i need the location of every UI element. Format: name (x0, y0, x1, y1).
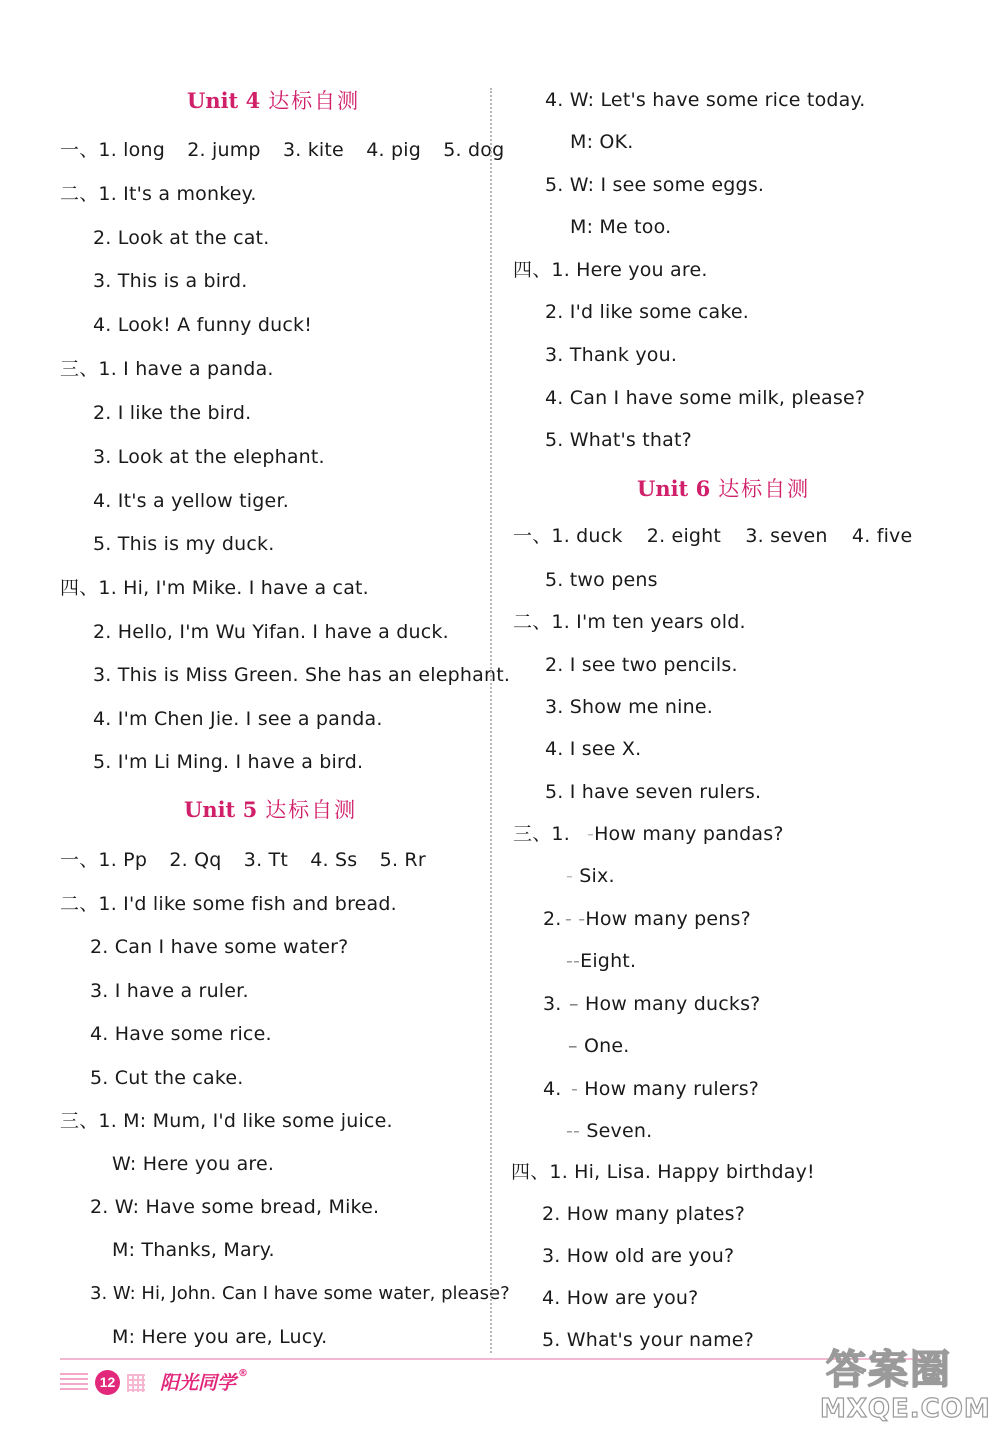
unit5-s2-item: 5. Cut the cake. (90, 1067, 244, 1089)
unit5-s3-item: 2. W: Have some bread, Mike. (90, 1196, 380, 1218)
unit6-s1-answers: 一、1. duck 2. eight 3. seven 4. five (513, 525, 913, 547)
unit4-s3-item: 5. This is my duck. (93, 533, 275, 555)
unit6-s3-question: 3. – How many ducks? (543, 993, 761, 1015)
unit5-s2-item: 2. Can I have some water? (90, 936, 349, 958)
unit6-s2-item: 5. I have seven rulers. (545, 781, 762, 803)
unit4-s4-item: 4. I'm Chen Jie. I see a panda. (93, 708, 383, 730)
column-divider (490, 88, 492, 1353)
unit5-s3-item: 三、1. M: Mum, I'd like some juice. (60, 1110, 393, 1132)
unit6-heading: Unit 6 达标自测 (637, 476, 811, 501)
unit4-s4-item: 3. This is Miss Green. She has an elephant. (93, 664, 511, 686)
unit6-s3-answer: – One. (568, 1035, 630, 1057)
footer-rule (60, 1358, 930, 1360)
unit4-s1-answers: 一、1. long 2. jump 3. kite 4. pig 5. dog (60, 139, 505, 161)
unit5-s2-item: 二、1. I'd like some fish and bread. (60, 893, 397, 915)
unit6-s4-item: 5. What's your name? (542, 1329, 754, 1351)
unit6-s4-item: 2. How many plates? (542, 1203, 746, 1225)
unit5-s3-item: W: Here you are. (112, 1153, 275, 1175)
unit4-s4-item: 四、1. Hi, I'm Mike. I have a cat. (60, 577, 369, 599)
watermark (818, 1338, 993, 1430)
unit6-s4-item: 3. How old are you? (542, 1245, 735, 1267)
unit4-s2-item: 4. Look! A funny duck! (93, 314, 313, 336)
unit6-s4-item: 四、1. Hi, Lisa. Happy birthday! (511, 1161, 815, 1183)
unit5-s3-item: 4. W: Let's have some rice today. (545, 89, 866, 111)
unit6-s2-item: 3. Show me nine. (545, 696, 714, 718)
unit6-s4-item: 4. How are you? (542, 1287, 699, 1309)
unit5-s3-item: M: OK. (570, 131, 634, 153)
stripes-decoration-icon (60, 1373, 88, 1393)
page-number-badge: 12 (95, 1370, 120, 1395)
unit5-s4-item: 5. What's that? (545, 429, 692, 451)
unit5-s2-item: 3. I have a ruler. (90, 980, 249, 1002)
unit5-s3-item: M: Me too. (570, 216, 672, 238)
watermark-bottom-text: MXQE.COM (820, 1394, 991, 1424)
unit5-s2-item: 4. Have some rice. (90, 1023, 272, 1045)
unit4-s3-item: 2. I like the bird. (93, 402, 252, 424)
unit6-s2-item: 2. I see two pencils. (545, 654, 738, 676)
unit4-s3-item: 3. Look at the elephant. (93, 446, 325, 468)
unit5-s4-item: 2. I'd like some cake. (545, 301, 750, 323)
unit5-s3-item: M: Here you are, Lucy. (112, 1326, 328, 1348)
unit4-s3-item: 三、1. I have a panda. (60, 358, 274, 380)
unit6-s3-answer: --Eight. (566, 950, 637, 972)
unit6-s2-item: 4. I see X. (545, 738, 642, 760)
grid-decoration-icon (127, 1374, 145, 1392)
unit4-s4-item: 5. I'm Li Ming. I have a bird. (93, 751, 364, 773)
unit5-s3-item: M: Thanks, Mary. (112, 1239, 275, 1261)
unit4-heading: Unit 4 达标自测 (187, 88, 361, 113)
unit5-s1-answers: 一、1. Pp 2. Qq 3. Tt 4. Ss 5. Rr (60, 849, 426, 871)
unit4-s2-item: 二、1. It's a monkey. (60, 183, 257, 205)
unit4-s2-item: 3. This is a bird. (93, 270, 248, 292)
unit6-s1-extra: 5. two pens (545, 569, 658, 591)
unit4-s3-item: 4. It's a yellow tiger. (93, 490, 289, 512)
brand-logo: 阳光同学 ® (160, 1368, 249, 1394)
unit4-s4-item: 2. Hello, I'm Wu Yifan. I have a duck. (93, 621, 449, 643)
unit5-s3-item: 3. W: Hi, John. Can I have some water, please? (90, 1283, 510, 1304)
watermark-top-text: 答案圈 (826, 1347, 952, 1393)
unit5-heading: Unit 5 达标自测 (184, 797, 358, 822)
unit4-s2-item: 2. Look at the cat. (93, 227, 270, 249)
unit6-s3-answer: - Six. (566, 865, 615, 887)
unit5-s4-item: 四、1. Here you are. (513, 259, 708, 281)
unit5-s4-item: 4. Can I have some milk, please? (545, 387, 866, 409)
unit6-s3-question: 2. - -How many pens? (543, 908, 751, 930)
unit6-s3-question: 4. - How many rulers? (543, 1078, 760, 1100)
unit5-s3-item: 5. W: I see some eggs. (545, 174, 765, 196)
unit6-s2-item: 二、1. I'm ten years old. (513, 611, 746, 633)
unit5-s4-item: 3. Thank you. (545, 344, 678, 366)
unit6-s3-question: 三、1. -How many pandas? (513, 823, 784, 845)
unit6-s3-answer: -- Seven. (566, 1120, 653, 1142)
